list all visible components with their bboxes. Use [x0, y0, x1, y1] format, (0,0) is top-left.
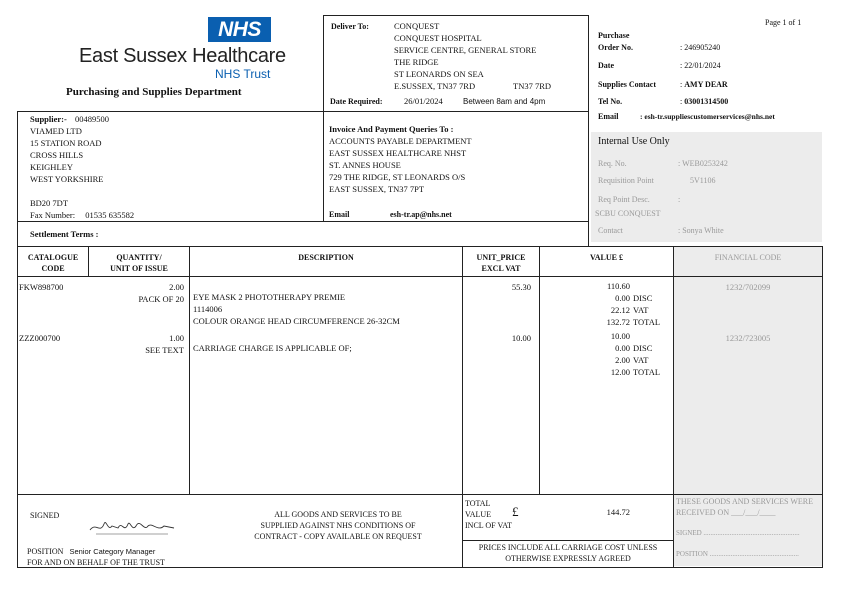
value-amount: 0.00: [615, 293, 630, 303]
deliver-to-label: Deliver To:: [331, 22, 369, 31]
tel-label: Tel No.: [598, 97, 623, 106]
date-required: 26/01/2024: [404, 96, 443, 106]
value-kind: TOTAL: [633, 317, 661, 327]
header-quantity: [89, 252, 189, 274]
supplier-label: Supplier:-: [30, 114, 67, 124]
settlement-terms-label: Settlement Terms :: [30, 229, 99, 239]
trust-name: NHS Trust: [215, 67, 271, 81]
req-point: 5V1106: [690, 176, 716, 185]
req-point-desc: SCBU CONQUEST: [595, 209, 661, 218]
value-kind: TOTAL: [633, 367, 661, 377]
purchase-date: 22/01/2024: [684, 61, 721, 70]
prices-note: [463, 542, 673, 564]
invoice-line: EAST SUSSEX HEALTHCARE NHST: [329, 148, 467, 158]
req-no: WEB0253242: [682, 159, 728, 168]
catalogue-code: ZZZ000700: [19, 333, 61, 343]
header-text: UNIT OF ISSUE: [110, 264, 168, 273]
supplier-line: VIAMED LTD: [30, 126, 82, 136]
financial-code-column: [674, 247, 822, 566]
received-text: [676, 496, 813, 518]
deliver-line: CONQUEST: [394, 21, 440, 31]
description: [193, 291, 400, 327]
received-position-line: POSITION ...................................................: [676, 550, 799, 558]
value-block: [560, 280, 660, 328]
description-line: EYE MASK 2 PHOTOTHERAPY PREMIE: [193, 292, 346, 302]
total-label-line: VALUE: [465, 510, 492, 519]
fax-label: Fax Number:: [30, 210, 76, 220]
email-label: Email: [598, 112, 619, 121]
unit-of-issue: SEE TEXT: [145, 345, 184, 355]
value-kind: DISC: [633, 293, 653, 303]
for-behalf-text: FOR AND ON BEHALF OF THE TRUST: [27, 558, 165, 567]
supplier-postcode: BD20 7DT: [30, 198, 69, 208]
value-block: [560, 330, 660, 378]
nhs-logo: NHS: [208, 17, 271, 42]
value-amount: 132.72: [606, 317, 630, 327]
purchase-label: Purchase: [598, 31, 630, 40]
supplies-contact-label: Supplies Contact: [598, 80, 657, 89]
signed-label: SIGNED: [30, 511, 60, 520]
value-amount: 2.00: [615, 355, 630, 365]
invoice-line: 729 THE RIDGE, ST LEONARDS O/S: [329, 172, 466, 182]
conditions-line: CONTRACT - COPY AVAILABLE ON REQUEST: [254, 532, 422, 541]
value-amount: 110.60: [606, 281, 630, 291]
date-required-label: Date Required:: [330, 97, 383, 106]
purchase-date-label: Date: [598, 61, 614, 70]
supplies-contact: AMY DEAR: [684, 80, 728, 89]
org-name: East Sussex Healthcare: [79, 45, 286, 67]
contact-label: Contact: [598, 226, 623, 235]
invoice-email-label: Email: [329, 210, 350, 219]
req-no-label: Req. No.: [598, 159, 627, 168]
total-label: [465, 498, 512, 531]
supplier-line: WEST YORKSHIRE: [30, 174, 104, 184]
total-value: 144.72: [606, 507, 630, 517]
supplier-code: 00489500: [74, 114, 109, 124]
catalogue-code: FKW898700: [19, 282, 64, 292]
received-line: THESE GOODS AND SERVICES WERE: [676, 497, 813, 506]
supplier-line: 15 STATION ROAD: [30, 138, 102, 148]
deliver-postcode: TN37 7RD: [513, 81, 552, 91]
description-line: CARRIAGE CHARGE IS APPLICABLE OF;: [193, 343, 352, 353]
unit-price: 10.00: [511, 333, 531, 343]
prices-note-line: PRICES INCLUDE ALL CARRIAGE COST UNLESS: [478, 543, 658, 552]
value-amount: 0.00: [615, 343, 630, 353]
value-amount: 22.12: [610, 305, 630, 315]
header-description: DESCRIPTION: [298, 253, 354, 262]
value-kind: VAT: [633, 305, 649, 315]
description-line: COLOUR ORANGE HEAD CIRCUMFERENCE 26-32CM: [193, 316, 400, 326]
fax-number: 01535 635582: [85, 210, 135, 220]
deliver-line: ST LEONARDS ON SEA: [394, 69, 484, 79]
req-point-label: Requisition Point: [598, 176, 654, 185]
tel-number: 03001314500: [684, 97, 729, 106]
received-line: RECEIVED ON ___/___/____: [676, 508, 776, 517]
unit-of-issue: PACK OF 20: [138, 294, 184, 304]
header-value: VALUE £: [590, 253, 623, 262]
invoice-line: EAST SUSSEX, TN37 7PT: [329, 184, 425, 194]
total-label-line: INCL OF VAT: [465, 521, 512, 530]
description: [193, 342, 352, 354]
position-value: Senior Category Manager: [69, 547, 156, 556]
invoice-email[interactable]: esh-tr.ap@nhs.net: [390, 210, 452, 219]
deliver-line: CONQUEST HOSPITAL: [394, 33, 482, 43]
deliver-line: SERVICE CENTRE, GENERAL STORE: [394, 45, 537, 55]
signature-image: [88, 514, 178, 538]
header-financial-code: FINANCIAL CODE: [714, 253, 782, 262]
received-signed-line: SIGNED .......................................................: [676, 529, 800, 537]
supplier-line: KEIGHLEY: [30, 162, 73, 172]
page-number: Page 1 of 1: [765, 18, 802, 27]
deliver-line: THE RIDGE: [394, 57, 439, 67]
invoice-line: ST. ANNES HOUSE: [329, 160, 401, 170]
value-kind: DISC: [633, 343, 653, 353]
internal-contact: Sonya White: [682, 226, 724, 235]
conditions-text: [238, 509, 438, 542]
value-amount: 12.00: [610, 367, 630, 377]
internal-use-title: Internal Use Only: [598, 136, 670, 147]
value-kind: VAT: [633, 355, 649, 365]
header-catalogue-code: [18, 252, 88, 274]
department-title: Purchasing and Supplies Department: [66, 86, 242, 98]
supplies-email[interactable]: esh-tr.suppliescustomerservices@nhs.net: [644, 112, 775, 121]
unit-price: 55.30: [511, 282, 531, 292]
prices-note-line: OTHERWISE EXPRESSLY AGREED: [505, 554, 631, 563]
invoice-line: ACCOUNTS PAYABLE DEPARTMENT: [329, 136, 472, 146]
quantity: 1.00: [169, 333, 184, 343]
header-unit-price: [463, 252, 539, 274]
position-label: POSITION: [27, 547, 64, 556]
financial-code: 1232/702099: [725, 282, 771, 292]
header-text: CODE: [41, 264, 65, 273]
header-text: CATALOGUE: [27, 253, 79, 262]
req-point-desc-label: Req Point Desc.: [598, 195, 650, 204]
description-line: 1114006: [193, 304, 223, 314]
quantity: 2.00: [169, 282, 184, 292]
invoice-address: [329, 135, 472, 195]
conditions-line: ALL GOODS AND SERVICES TO BE: [274, 510, 402, 519]
total-label-line: TOTAL: [465, 499, 491, 508]
delivery-time-window: Between 8am and 4pm: [463, 97, 546, 106]
order-no-label: Order No.: [598, 43, 633, 52]
supplier-line: CROSS HILLS: [30, 150, 84, 160]
deliver-line: E.SUSSEX, TN37 7RD: [394, 81, 476, 91]
header-text: QUANTITY/: [116, 253, 162, 262]
conditions-line: SUPPLIED AGAINST NHS CONDITIONS OF: [260, 521, 416, 530]
financial-code: 1232/723005: [725, 333, 771, 343]
order-no: 246905240: [684, 43, 721, 52]
header-text: EXCL VAT: [481, 264, 521, 273]
value-amount: 10.00: [610, 331, 630, 341]
header-text: UNIT_PRICE: [476, 253, 526, 262]
invoice-label: Invoice And Payment Queries To :: [329, 124, 454, 134]
supplier-address: [30, 125, 103, 185]
pound-sign: £: [512, 504, 519, 519]
